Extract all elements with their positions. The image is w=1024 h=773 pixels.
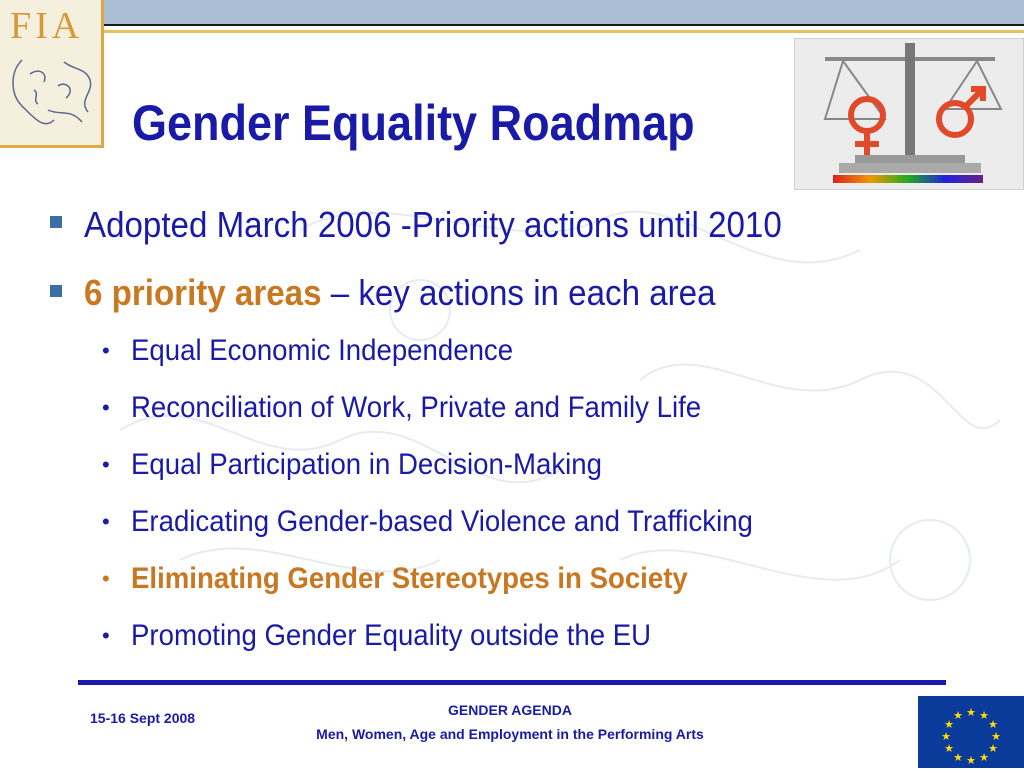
header-accent-line	[104, 30, 1024, 33]
bullet-l2-item: Equal Participation in Decision-Making	[131, 448, 602, 481]
bullet-square-icon	[50, 216, 62, 228]
fia-sketch-drawing	[4, 50, 98, 138]
footer-date: 15-16 Sept 2008	[90, 710, 196, 726]
priority-areas-highlight: 6 priority areas	[84, 272, 322, 313]
svg-text:★: ★	[979, 709, 989, 722]
bullet-l2-item: Eradicating Gender-based Violence and Trafficking	[131, 505, 753, 538]
bullet-dot-icon: •	[102, 566, 110, 591]
bullet-l2-item: Promoting Gender Equality outside the EU	[131, 619, 652, 652]
fia-logo	[0, 0, 104, 148]
bullet-l2-item-highlighted: Eliminating Gender Stereotypes in Society	[131, 562, 688, 595]
bullet-dot-icon: •	[102, 452, 110, 477]
footer-title: GENDER AGENDA	[448, 702, 572, 718]
svg-text:★: ★	[988, 742, 998, 755]
bullet-dot-icon: •	[102, 395, 110, 420]
slide-title: Gender Equality Roadmap	[132, 95, 695, 151]
svg-text:★: ★	[991, 730, 1001, 743]
footer-caption	[250, 698, 770, 746]
scales-icon	[795, 39, 1023, 189]
bullet-l1-priority-areas	[84, 272, 715, 314]
bullet-dot-icon: •	[102, 623, 110, 648]
bullet-dot-icon: •	[102, 338, 110, 363]
gender-scales-image	[794, 38, 1024, 190]
bullet-l1-adopted: Adopted March 2006 -Priority actions until 2010	[84, 204, 782, 245]
eu-flag-icon	[918, 696, 1024, 768]
footer-divider	[78, 680, 946, 685]
fia-logo-text: FIA	[10, 5, 84, 47]
bullet-dot-icon: •	[102, 509, 110, 534]
svg-text:★: ★	[944, 718, 954, 731]
svg-text:★: ★	[988, 718, 998, 731]
bullet-l2-item: Equal Economic Independence	[131, 334, 514, 367]
svg-text:★: ★	[941, 730, 951, 743]
svg-text:★: ★	[944, 742, 954, 755]
bullet-l2-item: Reconciliation of Work, Private and Family Life	[131, 391, 702, 424]
eu-stars	[918, 696, 1024, 768]
svg-text:★: ★	[979, 751, 989, 764]
footer-subtitle: Men, Women, Age and Employment in the Performing Arts	[316, 726, 704, 742]
priority-areas-rest: – key actions in each area	[321, 272, 716, 313]
svg-text:★: ★	[966, 754, 976, 767]
header-band	[104, 0, 1024, 26]
svg-text:★: ★	[966, 706, 976, 719]
bullet-square-icon	[50, 285, 62, 297]
svg-text:★: ★	[953, 709, 963, 722]
svg-text:★: ★	[953, 751, 963, 764]
